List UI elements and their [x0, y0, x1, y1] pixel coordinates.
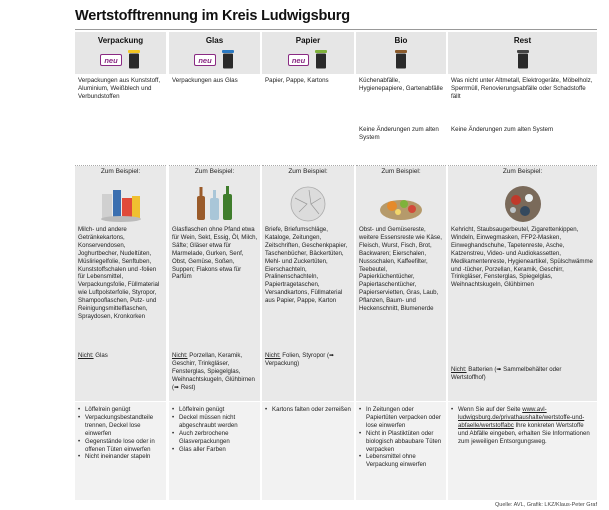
column-title: Papier [295, 36, 321, 45]
tips-cell [356, 402, 446, 500]
tip-item: • Glas aller Farben [172, 446, 257, 454]
column-title: Glas [205, 36, 224, 45]
example-cell [75, 166, 166, 402]
tip-item: • Verpackungsbestandteile trennen, Deckel lose einwerfen [78, 414, 163, 438]
wertstoff-abc-link[interactable]: www.avl-ludwigsburg.de/privathaushalte/wertstoffe-und-abfaelle/wertstoffabc [458, 406, 585, 429]
tip-item: • Löffelrein genügt [172, 406, 257, 414]
example-label: Zum Beispiel: [502, 168, 543, 175]
column-glas [169, 32, 260, 500]
example-cell [169, 166, 260, 402]
column-header [262, 32, 354, 74]
column-header [356, 32, 446, 74]
yellow-bin-icon [127, 49, 141, 69]
new-badge: neu [100, 54, 121, 66]
example-text: Milch- und andere Getränkekartons, Konservendosen, Joghurtbecher, Nudeltüten, Müsliriegelfolie, Senftuben, Kunststoffschalen und -folien für Lebensmittel, Verpackungsfolie, Füllmaterial wie Luftpolsterfolie, Styropor, Shampooflaschen, Putz- und Reinigungsmittelflaschen, Spraydosen, Kronkorken [78, 226, 160, 320]
column-header [169, 32, 260, 74]
packaging-photo-icon [98, 184, 144, 224]
glass-bottles-photo-icon [192, 184, 238, 224]
intro-cell [75, 74, 166, 166]
example-cell [262, 166, 354, 402]
tip-item: • Nicht in Plastiktüten oder biologisch abbaubare Tüten verpacken [359, 430, 443, 454]
intro-cell [169, 74, 260, 166]
intro-text: Was nicht unter Altmetall, Elektrogeräte, Möbelholz, Sperrmüll, Renovierungsabfälle oder Schadstoffe fällt [451, 77, 593, 100]
intro-cell [262, 74, 354, 166]
tips-cell [169, 402, 260, 500]
waste-separation-table [75, 32, 597, 500]
column-bio [356, 32, 446, 500]
intro-text: Küchenabfälle, Hygienepapiere, Gartenabfälle [359, 77, 443, 92]
no-change-note: Keine Änderungen zum alten System [359, 126, 439, 141]
page-title: Wertstofftrennung im Kreis Ludwigsburg [75, 8, 350, 24]
brown-bin-icon [394, 49, 408, 69]
residual-waste-photo-icon [500, 184, 546, 224]
paper-ball-photo-icon [285, 184, 331, 224]
new-badge: neu [194, 54, 215, 66]
tip-item: • Löffelrein genügt [78, 406, 163, 414]
green-bin-icon [314, 49, 328, 69]
example-label: Zum Beispiel: [194, 168, 235, 175]
intro-cell [356, 74, 446, 166]
new-badge: neu [288, 54, 309, 66]
organic-waste-photo-icon [378, 184, 424, 224]
tips-cell [448, 402, 597, 500]
tip-item: • In Zeitungen oder Papiertüten verpacken oder lose einwerfen [359, 406, 443, 430]
column-rest [448, 32, 597, 500]
example-label: Zum Beispiel: [381, 168, 421, 175]
column-header [448, 32, 597, 74]
intro-text: Verpackungen aus Kunststoff, Aluminium, Weißblech und Verbundstoffen [78, 77, 161, 100]
intro-cell [448, 74, 597, 166]
tip-item: • Lebensmittel ohne Verpackung einwerfen [359, 453, 443, 469]
example-label: Zum Beispiel: [100, 168, 141, 175]
example-text: Obst- und Gemüsereste, weitere Essensreste wie Käse, Fleisch, Wurst, Fisch, Brot, Backwaren; Eierschalen, Nussschalen, Kaffeefilter, Teebeutel, Papierküchentücher, Papiertaschentücher, Papierservietten, Gras, Laub, Pflanzen, Baum- und Heckenschnitt, Blumenerde [359, 226, 442, 313]
example-cell [448, 166, 597, 402]
example-text: Kehricht, Staubsaugerbeutel, Zigarettenkippen, Windeln, Einwegmasken, FFP2-Masken, Einweghandschuhe, Tapetenreste, Asche, Katzenstreu, Video- und Audiokassetten, Medikamentenreste, Hygieneartikel, Spülschwämme und -tücher, Porzellan, Keramik, Geschirr, Trinkgläser, Fensterglas, Spiegelglas, Weihnachtskugeln, Glühbirnen [451, 226, 593, 289]
column-title: Bio [394, 36, 408, 45]
exclusion-note: Nicht: Porzellan, Keramik, Geschirr, Trinkgläser, Fensterglas, Spiegelglas, Weihnachtskugeln, Glühbirnen (➠ Rest) [172, 352, 255, 391]
tip-item: • Wenn Sie auf der Seite www.avl-ludwigsburg.de/privathaushalte/wertstoffe-und-abfaelle/wertstoffabc Ihre konkreten Wertstoffe und Abfälle eingeben, erhalten Sie Informationen zum jeweiligen Entsorgungsweg. [451, 406, 594, 446]
tip-item: • Gegenstände lose oder in offenen Tüten einwerfen [78, 438, 163, 454]
column-header [75, 32, 166, 74]
example-text: Glasflaschen ohne Pfand etwa für Wein, Sekt, Essig, Öl, Milch, Säfte; Gläser etwa für Marmelade, Gurken, Senf, Obst, Gemüse, Soßen, Suppen; Flakons etwa für Parfüm [172, 226, 258, 281]
column-title: Verpackung [97, 36, 144, 45]
column-verpackung [75, 32, 166, 500]
tip-item: • Auch zerbrochene Glasverpackungen [172, 430, 257, 446]
black-bin-icon [516, 49, 530, 69]
source-credit: Quelle: AVL, Grafik: LKZ/Klaus-Peter Graf [495, 502, 597, 508]
tip-item: • Kartons falten oder zerreißen [265, 406, 351, 414]
tip-item: • Deckel müssen nicht abgeschraubt werden [172, 414, 257, 430]
blue-bin-icon [221, 49, 235, 69]
tips-cell [262, 402, 354, 500]
intro-text: Verpackungen aus Glas [172, 77, 238, 84]
title-divider [75, 29, 597, 30]
example-text: Briefe, Briefumschläge, Kataloge, Zeitungen, Zeitschriften, Geschenkpapier, Taschenbücher, Bäckertüten, Mehl- und Zuckertüten, Eierschachteln, Pralinenschachteln, Papiertragetaschen, Versandkartons, Füllmaterial aus Papier, Pappe, Karton [265, 226, 348, 305]
no-change-note: Keine Änderungen zum alten System [451, 126, 554, 133]
intro-text: Papier, Pappe, Kartons [265, 77, 329, 84]
exclusion-note: Nicht: Glas [78, 352, 108, 359]
column-title: Rest [513, 36, 532, 45]
example-cell [356, 166, 446, 402]
example-label: Zum Beispiel: [288, 168, 328, 175]
tip-item: • Nicht ineinander stapeln [78, 453, 163, 461]
exclusion-note: Nicht: Batterien (➠ Sammelbehälter oder Wertstoffhof) [451, 366, 562, 381]
tips-cell [75, 402, 166, 500]
column-papier [262, 32, 354, 500]
exclusion-note: Nicht: Folien, Styropor (➠ Verpackung) [265, 352, 335, 367]
